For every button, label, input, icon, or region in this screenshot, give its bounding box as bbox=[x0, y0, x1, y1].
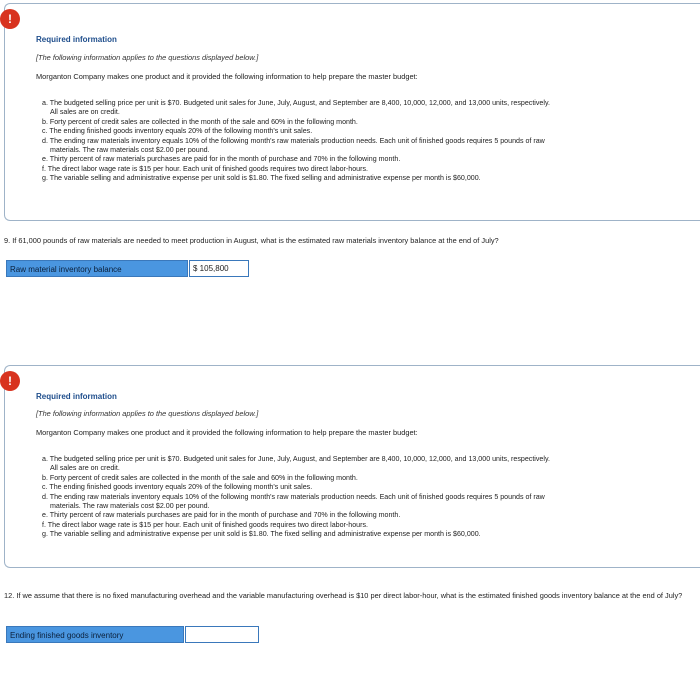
list-item: d. The ending raw materials inventory equals 10% of the following month's raw materials production needs. Each unit of finished goods requires 5 pounds of raw materials. The raw materials cost $2.00 per pound. bbox=[42, 492, 545, 511]
required-info-title: Required information bbox=[36, 392, 117, 401]
list-item: c. The ending finished goods inventory equals 20% of the following month's unit sales. bbox=[42, 127, 313, 136]
alert-icon: ! bbox=[0, 371, 20, 391]
list-item: e. Thirty percent of raw materials purchases are paid for in the month of purchase and 70% in the following month. bbox=[42, 155, 401, 164]
list-item: f. The direct labor wage rate is $15 per hour. Each unit of finished goods requires two direct labor-hours. bbox=[42, 520, 368, 529]
required-info-title: Required information bbox=[36, 35, 117, 44]
list-item: g. The variable selling and administrative expense per unit sold is $1.80. The fixed selling and administrative expense per month is $60,000. bbox=[42, 530, 481, 539]
list-item: a. The budgeted selling price per unit is $70. Budgeted unit sales for June, July, August, and September are 8,400, 10,000, 12,000, and 13,000 units, respectively. All sales are on credit. bbox=[42, 99, 550, 117]
answer-row-q12 bbox=[6, 626, 259, 643]
list-item: d. The ending raw materials inventory equals 10% of the following month's raw materials production needs. Each unit of finished goods requires 5 pounds of raw materials. The raw materials cost $2.00 per pound. bbox=[42, 136, 545, 155]
question-12-text: 12. If we assume that there is no fixed manufacturing overhead and the variable manufacturing overhead is $10 per direct labor-hour, what is the estimated finished goods inventory balance at the end of July? bbox=[4, 591, 683, 600]
required-info-panel-1 bbox=[4, 3, 700, 221]
answer-input-q12[interactable] bbox=[185, 626, 259, 643]
list-item: b. Forty percent of credit sales are collected in the month of the sale and 60% in the following month. bbox=[42, 473, 358, 482]
info-note: [The following information applies to the questions displayed below.] bbox=[36, 409, 259, 418]
info-note: [The following information applies to the questions displayed below.] bbox=[36, 53, 259, 62]
answer-input-q9[interactable]: $ 105,800 bbox=[189, 260, 249, 277]
required-info-panel-2 bbox=[4, 365, 700, 568]
question-9-text: 9. If 61,000 pounds of raw materials are needed to meet production in August, what is the estimated raw materials inventory balance at the end of July? bbox=[4, 236, 499, 245]
info-list bbox=[42, 99, 682, 184]
answer-row-q9 bbox=[6, 260, 249, 277]
info-intro: Morganton Company makes one product and it provided the following information to help prepare the master budget: bbox=[36, 72, 418, 81]
list-item: g. The variable selling and administrative expense per unit sold is $1.80. The fixed selling and administrative expense per month is $60,000. bbox=[42, 174, 481, 183]
list-item: c. The ending finished goods inventory equals 20% of the following month's unit sales. bbox=[42, 483, 313, 492]
info-intro: Morganton Company makes one product and it provided the following information to help prepare the master budget: bbox=[36, 428, 418, 437]
list-item: a. The budgeted selling price per unit is $70. Budgeted unit sales for June, July, August, and September are 8,400, 10,000, 12,000, and 13,000 units, respectively. All sales are on credit. bbox=[42, 455, 550, 473]
answer-label-q9: Raw material inventory balance bbox=[6, 260, 188, 277]
answer-label-q12: Ending finished goods inventory bbox=[6, 626, 184, 643]
alert-icon: ! bbox=[0, 9, 20, 29]
list-item: b. Forty percent of credit sales are collected in the month of the sale and 60% in the following month. bbox=[42, 117, 358, 126]
list-item: e. Thirty percent of raw materials purchases are paid for in the month of purchase and 70% in the following month. bbox=[42, 511, 401, 520]
list-item: f. The direct labor wage rate is $15 per hour. Each unit of finished goods requires two direct labor-hours. bbox=[42, 164, 368, 173]
info-list bbox=[42, 455, 682, 540]
